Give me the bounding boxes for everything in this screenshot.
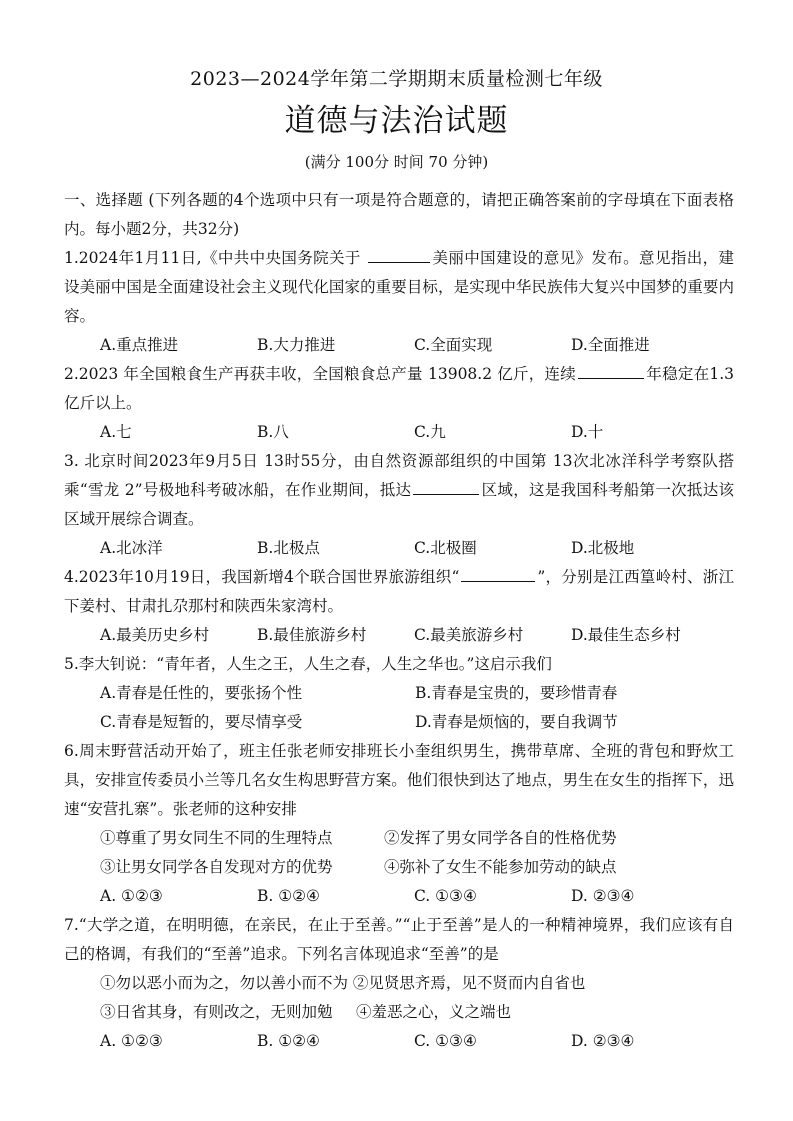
statement-1: ①尊重了男女同生不同的生理特点 (100, 829, 333, 847)
question-3-options (64, 534, 734, 563)
option-a: A.重点推进 (100, 336, 179, 354)
question-2-options (64, 418, 734, 447)
option-c: C. ①③④ (414, 1032, 477, 1050)
option-a: A.青春是任性的，要张扬个性 (100, 684, 303, 702)
option-c: C.九 (414, 423, 446, 441)
question-3-stem-a: 3. 北京时间2023年9月5日 13时55分，由自然资源部组织的中国第 13次北冰洋科学考察队搭乘“雪龙 2”号极地科考破冰船，在作业期间，抵达 (64, 452, 734, 499)
option-d: D. ②③④ (571, 887, 635, 905)
option-d: D.北极地 (571, 539, 635, 557)
option-b: B. ①②④ (257, 1032, 320, 1050)
answer-blank (368, 261, 430, 263)
option-c: C.青春是短暂的，要尽情享受 (100, 713, 303, 731)
option-d: D.全面推进 (571, 336, 650, 354)
question-6-statements-row2 (64, 853, 734, 882)
question-6-statements-row1 (64, 824, 734, 853)
option-b: B.青春是宝贵的，要珍惜青春 (415, 684, 618, 702)
question-6: 6.周末野营活动开始了，班主任张老师安排班长小奎组织男生，携带草席、全班的背包和野炊工具，安排宣传委员小兰等几名女生构思野营方案。他们很快到达了地点，男生在女生的指挥下，迅速“安营扎寨”。张老师的这种安排 (64, 742, 734, 818)
option-c: C.北极圈 (414, 539, 477, 557)
statement-2: ②发挥了男女同学各自的性格优势 (384, 829, 617, 847)
question-1-stem-a: 1.2024年1月11日,《中共中央国务院关于 (64, 249, 367, 267)
answer-blank (413, 493, 479, 495)
option-b: B.大力推进 (257, 336, 336, 354)
option-a: A. ①②③ (100, 887, 163, 905)
exam-title: 道德与法治试题 (284, 103, 509, 139)
option-a: A.北冰洋 (100, 539, 163, 557)
statement-3: ③日省其身，有则改之，无则加勉 (100, 1003, 333, 1021)
option-a: A.最美历史乡村 (100, 626, 210, 644)
option-a: A. ①②③ (100, 1032, 163, 1050)
section-heading: 一、选择题 (下列各题的4个选项中只有一项是符合题意的，请把正确答案前的字母填在下面表格内。每小题2分，共32分) (64, 191, 734, 238)
question-6-options (64, 882, 734, 911)
question-7-statements-row1 (64, 969, 734, 998)
question-7: 7.“大学之道，在明明德，在亲民，在止于至善。”“止于至善”是人的一种精神境界，我们应该有自己的格调，有我们的“至善”追求。下列名言体现追求“至善”的是 (64, 916, 734, 963)
option-b: B.最佳旅游乡村 (257, 626, 367, 644)
option-d: D. ②③④ (571, 1032, 635, 1050)
question-4 (64, 563, 734, 621)
question-3-stem-b: 区域，这是我国科考船第一次抵达该区域开展综合调查。 (64, 481, 734, 528)
question-2-stem-b: 年稳定在1.3亿斤以上。 (64, 365, 734, 412)
option-b: B.北极点 (257, 539, 320, 557)
option-c: C.最美旅游乡村 (414, 626, 524, 644)
statement-1-2: ①勿以恶小而为之，勿以善小而不为 ②见贤思齐焉，见不贤而内自省也 (100, 974, 586, 992)
question-1-stem-b: 美丽中国建设的意见》发布。意见指出，建设美丽中国是全面建设社会主义现代化国家的重要目标，是实现中华民族伟大复兴中国梦的重要内容。 (64, 249, 734, 325)
question-5-options-row1 (64, 679, 734, 708)
question-7-options (64, 1027, 734, 1056)
answer-blank (461, 580, 535, 582)
statement-4: ④羞恶之心，义之端也 (356, 1003, 512, 1021)
question-3 (64, 447, 734, 534)
question-4-options (64, 621, 734, 650)
exam-title-line1: 2023—2024学年第二学期期末质量检测七年级 (190, 68, 603, 90)
question-1-options (64, 331, 734, 360)
question-4-stem-b: ”，分别是江西篁岭村、浙江下姜村、甘肃扎尕那村和陕西朱家湾村。 (64, 568, 734, 615)
question-7-statements-row2 (64, 998, 734, 1027)
exam-meta: (满分 100分 时间 70 分钟) (304, 153, 489, 171)
statement-3: ③让男女同学各自发现对方的优势 (100, 858, 333, 876)
option-b: B. ①②④ (257, 887, 320, 905)
question-2 (64, 360, 734, 418)
option-c: C. ①③④ (414, 887, 477, 905)
option-d: D.十 (571, 423, 604, 441)
question-1 (64, 244, 734, 331)
question-2-stem-a: 2.2023 年全国粮食生产再获丰收，全国粮食总产量 13908.2 亿斤，连续 (64, 365, 577, 383)
option-c: C.全面实现 (414, 336, 493, 354)
question-5-options-row2 (64, 708, 734, 737)
option-a: A.七 (100, 423, 132, 441)
option-d: D.青春是烦恼的，要自我调节 (415, 713, 618, 731)
exam-content (64, 186, 734, 1056)
answer-blank (578, 377, 644, 379)
option-d: D.最佳生态乡村 (571, 626, 681, 644)
option-b: B.八 (257, 423, 289, 441)
statement-4: ④弥补了女生不能参加劳动的缺点 (384, 858, 617, 876)
question-4-stem-a: 4.2023年10月19日，我国新增4个联合国世界旅游组织“ (64, 568, 460, 586)
question-5: 5.李大钊说：“青年者，人生之王，人生之春，人生之华也。”这启示我们 (64, 655, 552, 673)
